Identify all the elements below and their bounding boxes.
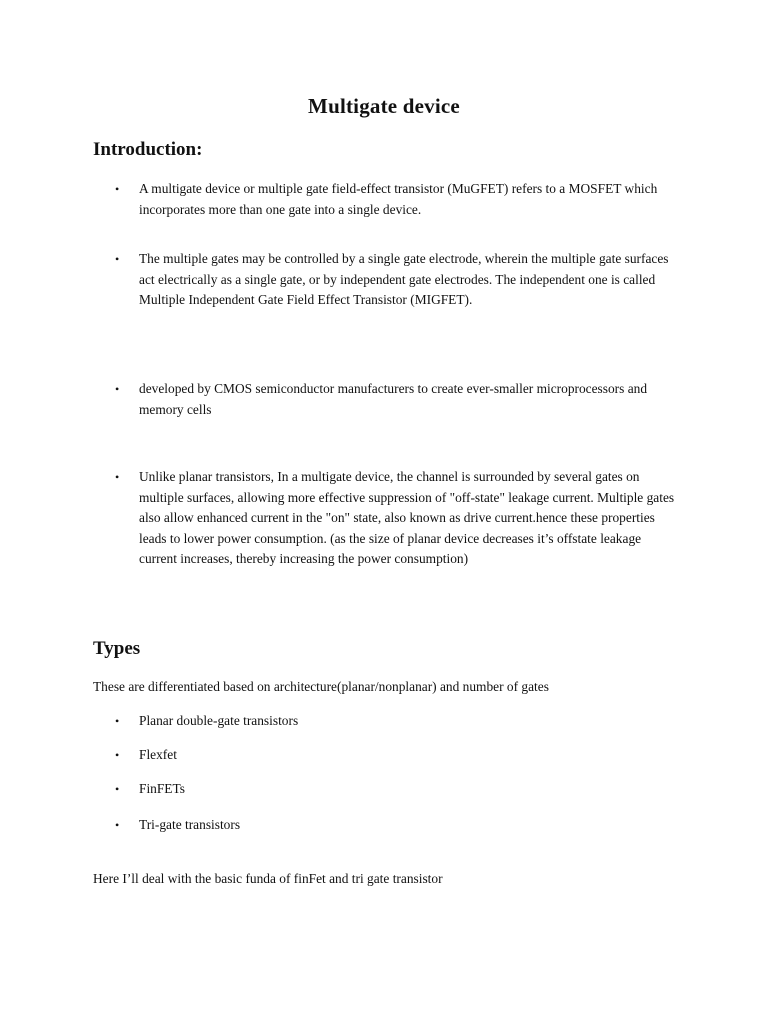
closing-paragraph: Here I’ll deal with the basic funda of finFet and tri gate transistor xyxy=(93,871,443,886)
list-item-text: FinFETs xyxy=(139,781,185,796)
bullet-glyph: • xyxy=(115,382,120,396)
introduction-heading: Introduction: xyxy=(93,139,203,160)
list-item-text: The multiple gates may be controlled by a single gate electrode, wherein the multiple gate surfaces act electrically as a single gate, or by independent gate electrodes. The independent one is called Multiple Independent Gate Field Effect Transistor (MIGFET). xyxy=(139,251,669,307)
bullet-glyph: • xyxy=(115,182,120,196)
list-item xyxy=(115,779,675,800)
list-item xyxy=(115,745,675,766)
list-item-text: Tri-gate transistors xyxy=(139,817,241,832)
types-intro: These are differentiated based on architecture(planar/nonplanar) and number of gates xyxy=(93,679,549,694)
list-item-text: A multigate device or multiple gate field-effect transistor (MuGFET) refers to a MOSFET which incorporates more than one gate into a single device. xyxy=(139,181,658,217)
page-title: Multigate device xyxy=(308,94,460,118)
list-item xyxy=(115,815,675,836)
list-item xyxy=(115,467,675,570)
bullet-glyph: • xyxy=(115,714,120,728)
list-item-text: Unlike planar transistors, In a multigate device, the channel is surrounded by several gates on multiple surfaces, allowing more effective suppression of "off-state" leakage current. Multiple gates also allow enhanced current in the "on" state, also known as drive current.hence these properties leads to lower power consumption. (as the size of planar device decreases it’s offstate leakage current increases, thereby increasing the power consumption) xyxy=(139,469,675,566)
bullet-glyph: • xyxy=(115,782,120,796)
list-item xyxy=(115,379,675,420)
list-item xyxy=(115,711,675,732)
types-heading: Types xyxy=(93,638,141,659)
list-item xyxy=(115,249,675,311)
bullet-glyph: • xyxy=(115,748,120,762)
bullet-glyph: • xyxy=(115,470,120,484)
list-item-text: Planar double-gate transistors xyxy=(139,713,299,728)
list-item-text: developed by CMOS semiconductor manufacturers to create ever-smaller microprocessors and memory cells xyxy=(139,381,648,417)
list-item xyxy=(115,179,675,220)
bullet-glyph: • xyxy=(115,818,120,832)
list-item-text: Flexfet xyxy=(139,747,177,762)
bullet-glyph: • xyxy=(115,252,120,266)
